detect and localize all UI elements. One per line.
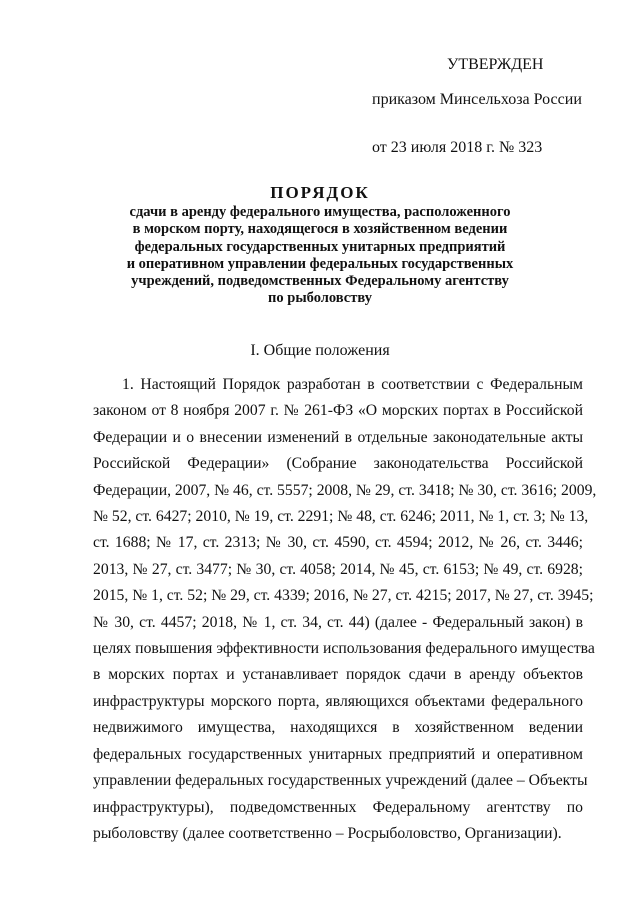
subtitle-line: учреждений, подведомственных Федеральному агентству (131, 273, 509, 290)
paragraph-line: ст. 1688; № 17, ст. 2313; № 30, ст. 4590, ст. 4594; 2012, № 26, ст. 3446; (93, 534, 583, 552)
paragraph-line: Федерации, 2007, № 46, ст. 5557; 2008, № 29, ст. 3418; № 30, ст. 3616; 2009, (93, 481, 597, 499)
paragraph-line: 2013, № 27, ст. 3477; № 30, ст. 4058; 2014, № 45, ст. 6153; № 49, ст. 6928; (93, 560, 583, 578)
paragraph-line: № 52, ст. 6427; 2010, № 19, ст. 2291; № 48, ст. 6246; 2011, № 1, ст. 3; № 13, (93, 508, 589, 526)
order-date-number: от 23 июля 2018 г. № 323 (372, 139, 543, 156)
paragraph-line: целях повышения эффективности использования федерального имущества (93, 640, 595, 658)
paragraph-line: рыболовству (далее соответственно – Росрыболовство, Организации). (93, 824, 562, 842)
paragraph-1 (93, 372, 597, 847)
subtitle-line: и оперативном управлении федеральных государственных (126, 255, 514, 272)
paragraph-line: управлении федеральных государственных учреждений (далее – Объекты (93, 772, 588, 790)
paragraph-line: № 30, ст. 4457; 2018, № 1, ст. 34, ст. 44) (далее - Федеральный закон) в (93, 613, 583, 631)
paragraph-line: инфраструктуры морского порта, являющихся объектами федерального (93, 692, 583, 710)
section-heading: I. Общие положения (250, 342, 390, 359)
approval-authority: приказом Минсельхоза России (372, 91, 582, 108)
approval-stamp: УТВЕРЖДЕН (447, 56, 544, 73)
paragraph-line: федеральных государственных унитарных предприятий и оперативном (93, 745, 583, 763)
document-subtitle (100, 204, 540, 308)
paragraph-line: законом от 8 ноября 2007 г. № 261-ФЗ «О морских портах в Российской (93, 402, 583, 420)
paragraph-line: Федерации и о внесении изменений в отдельные законодательные акты (93, 428, 583, 446)
subtitle-line: по рыболовству (268, 290, 372, 307)
subtitle-line: в морском порту, находящегося в хозяйственном ведении (132, 221, 508, 238)
document-title-block (100, 182, 540, 308)
paragraph-line: инфраструктуры), подведомственных Федеральному агентству по (93, 798, 583, 816)
paragraph-line: недвижимого имущества, находящихся в хозяйственном ведении (93, 719, 583, 737)
subtitle-line: сдачи в аренду федерального имущества, расположенного (129, 204, 511, 220)
paragraph-line: в морских портах и устанавливает порядок сдачи в аренду объектов (93, 666, 583, 684)
paragraph-line: 1. Настоящий Порядок разработан в соответствии с Федеральным (122, 376, 583, 393)
document-title: ПОРЯДОК (270, 183, 370, 202)
subtitle-line: федеральных государственных унитарных предприятий (134, 238, 506, 255)
paragraph-line: 2015, № 1, ст. 52; № 29, ст. 4339; 2016, № 27, ст. 4215; 2017, № 27, ст. 3945; (93, 587, 594, 605)
paragraph-line: Российской Федерации» (Собрание законодательства Российской (93, 455, 583, 473)
